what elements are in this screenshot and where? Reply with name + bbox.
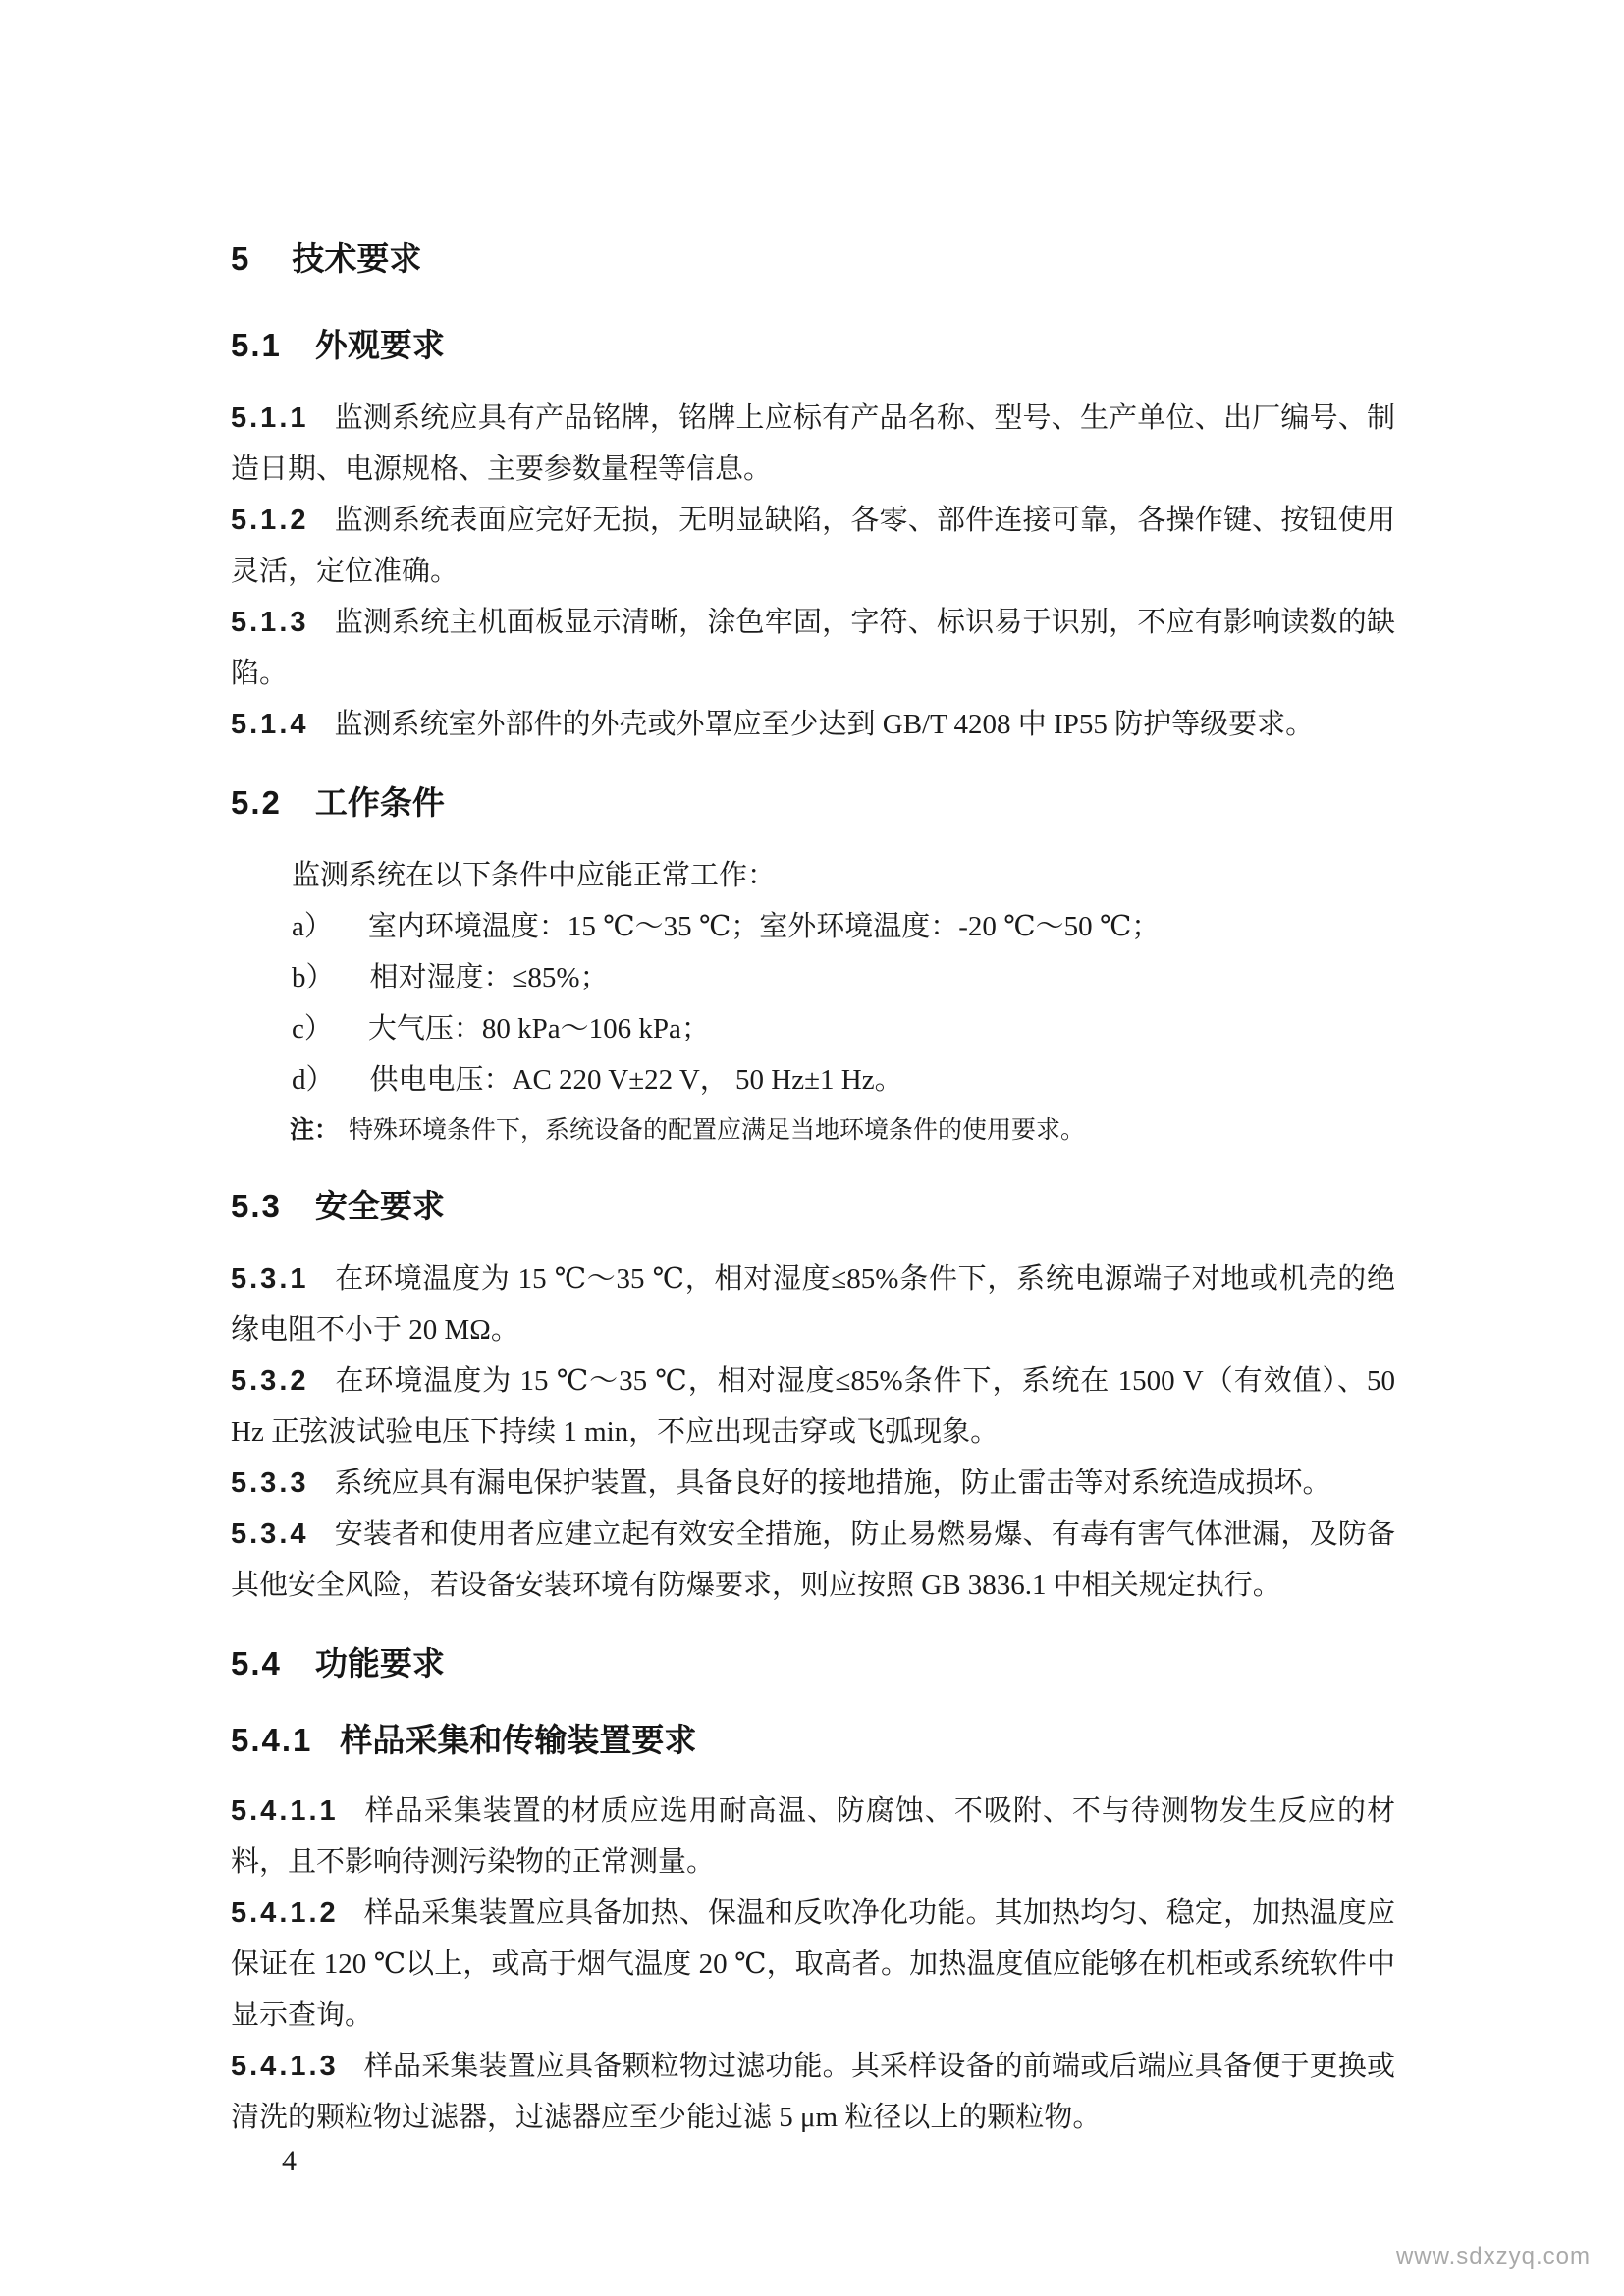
clause-number: 5.3.1 bbox=[231, 1263, 309, 1295]
clause-text: 监测系统室外部件的外壳或外罩应至少达到 GB/T 4208 中 IP55 防护等级要求。 bbox=[334, 709, 1315, 740]
paragraph-5-3-2 bbox=[231, 1356, 1395, 1458]
paragraph-5-2-intro bbox=[231, 850, 1395, 901]
clause-number: 5.3.3 bbox=[231, 1468, 309, 1499]
clause-text: 样品采集装置应具备颗粒物过滤功能。其采样设备的前端或后端应具备便于更换或清洗的颗粒物过滤器，过滤器应至少能过滤 5 μm 粒径以上的颗粒物。 bbox=[231, 2051, 1395, 2133]
heading-number: 5.2 bbox=[231, 784, 282, 821]
heading-number: 5.4.1 bbox=[231, 1722, 313, 1758]
list-marker: c） bbox=[292, 1013, 333, 1044]
list-marker: b） bbox=[292, 962, 335, 993]
heading-title: 安全要求 bbox=[314, 1188, 445, 1224]
page-number: 4 bbox=[282, 2145, 297, 2177]
note-label: 注： bbox=[290, 1116, 340, 1144]
document-content bbox=[231, 234, 1395, 2143]
heading-5-2-working-conditions bbox=[231, 777, 1395, 828]
paragraph-5-3-1 bbox=[231, 1254, 1395, 1356]
heading-title: 工作条件 bbox=[314, 784, 445, 821]
heading-5-1-appearance-requirements bbox=[231, 320, 1395, 371]
clause-text: 监测系统主机面板显示清晰，涂色牢固，字符、标识易于识别，不应有影响读数的缺陷。 bbox=[231, 607, 1395, 689]
watermark-text: www.sdxzyq.com bbox=[1395, 2243, 1591, 2269]
clause-number: 5.1.3 bbox=[231, 607, 309, 638]
paragraph-5-4-1-2 bbox=[231, 1888, 1395, 2041]
list-item-b bbox=[231, 952, 1395, 1003]
paragraph-5-1-1 bbox=[231, 393, 1395, 495]
clause-number: 5.1.2 bbox=[231, 505, 309, 536]
heading-5-technical-requirements bbox=[231, 234, 1395, 285]
list-item-d bbox=[231, 1054, 1395, 1105]
paragraph-5-1-2 bbox=[231, 495, 1395, 597]
clause-text: 样品采集装置应具备加热、保温和反吹净化功能。其加热均匀、稳定，加热温度应保证在 120 ℃以上，或高于烟气温度 20 ℃，取高者。加热温度值应能够在机柜或系统软件中显示查询。 bbox=[231, 1897, 1395, 2031]
heading-5-4-1-sampling-device-requirements bbox=[231, 1715, 1395, 1766]
heading-number: 5 bbox=[231, 240, 251, 277]
list-marker: d） bbox=[292, 1064, 335, 1095]
list-text: 相对湿度：≤85%； bbox=[369, 962, 609, 993]
clause-number: 5.1.1 bbox=[231, 402, 309, 434]
clause-number: 5.4.1.3 bbox=[231, 2051, 339, 2082]
paragraph-5-3-4 bbox=[231, 1509, 1395, 1611]
heading-5-4-functional-requirements bbox=[231, 1638, 1395, 1689]
clause-text: 监测系统表面应完好无损，无明显缺陷，各零、部件连接可靠，各操作键、按钮使用灵活，定位准确。 bbox=[231, 505, 1395, 587]
heading-title: 功能要求 bbox=[314, 1645, 445, 1682]
heading-number: 5.4 bbox=[231, 1645, 282, 1682]
clause-text: 监测系统在以下条件中应能正常工作： bbox=[292, 860, 777, 891]
heading-number: 5.3 bbox=[231, 1188, 282, 1224]
heading-number: 5.1 bbox=[231, 327, 282, 363]
note-text: 特殊环境条件下，系统设备的配置应满足当地环境条件的使用要求。 bbox=[349, 1117, 1086, 1144]
paragraph-5-1-3 bbox=[231, 597, 1395, 699]
paragraph-5-1-4 bbox=[231, 699, 1395, 750]
clause-text: 在环境温度为 15 ℃～35 ℃，相对湿度≤85%条件下，系统在 1500 V（有效值）、50 Hz 正弦波试验电压下持续 1 min，不应出现击穿或飞弧现象。 bbox=[231, 1365, 1395, 1448]
paragraph-5-3-3 bbox=[231, 1458, 1395, 1509]
clause-text: 系统应具有漏电保护装置，具备良好的接地措施，防止雷击等对系统造成损坏。 bbox=[334, 1468, 1331, 1499]
paragraph-5-4-1-1 bbox=[231, 1786, 1395, 1888]
list-item-c bbox=[231, 1003, 1395, 1054]
clause-text: 在环境温度为 15 ℃～35 ℃，相对湿度≤85%条件下，系统电源端子对地或机壳的绝缘电阻不小于 20 MΩ。 bbox=[231, 1263, 1395, 1346]
clause-number: 5.1.4 bbox=[231, 709, 309, 740]
list-item-a bbox=[231, 901, 1395, 952]
heading-5-3-safety-requirements bbox=[231, 1181, 1395, 1232]
heading-title: 样品采集和传输装置要求 bbox=[340, 1722, 697, 1758]
heading-title: 技术要求 bbox=[292, 240, 422, 277]
clause-text: 样品采集装置的材质应选用耐高温、防腐蚀、不吸附、不与待测物发生反应的材料，且不影响待测污染物的正常测量。 bbox=[231, 1795, 1395, 1878]
paragraph-5-4-1-3 bbox=[231, 2041, 1395, 2143]
note-special-conditions bbox=[231, 1107, 1395, 1153]
clause-text: 安装者和使用者应建立起有效安全措施，防止易燃易爆、有毒有害气体泄漏，及防备其他安全风险，若设备安装环境有防爆要求，则应按照 GB 3836.1 中相关规定执行。 bbox=[231, 1519, 1395, 1601]
clause-number: 5.4.1.2 bbox=[231, 1897, 339, 1929]
list-marker: a） bbox=[292, 911, 333, 942]
clause-number: 5.3.2 bbox=[231, 1365, 309, 1397]
heading-title: 外观要求 bbox=[314, 327, 445, 363]
clause-number: 5.4.1.1 bbox=[231, 1795, 339, 1827]
clause-number: 5.3.4 bbox=[231, 1519, 309, 1550]
list-text: 供电电压：AC 220 V±22 V， 50 Hz±1 Hz。 bbox=[369, 1064, 903, 1095]
list-text: 室内环境温度：15 ℃～35 ℃；室外环境温度：-20 ℃～50 ℃； bbox=[367, 911, 1161, 942]
clause-text: 监测系统应具有产品铭牌，铭牌上应标有产品名称、型号、生产单位、出厂编号、制造日期、电源规格、主要参数量程等信息。 bbox=[231, 402, 1395, 485]
list-text: 大气压：80 kPa～106 kPa； bbox=[367, 1013, 710, 1044]
